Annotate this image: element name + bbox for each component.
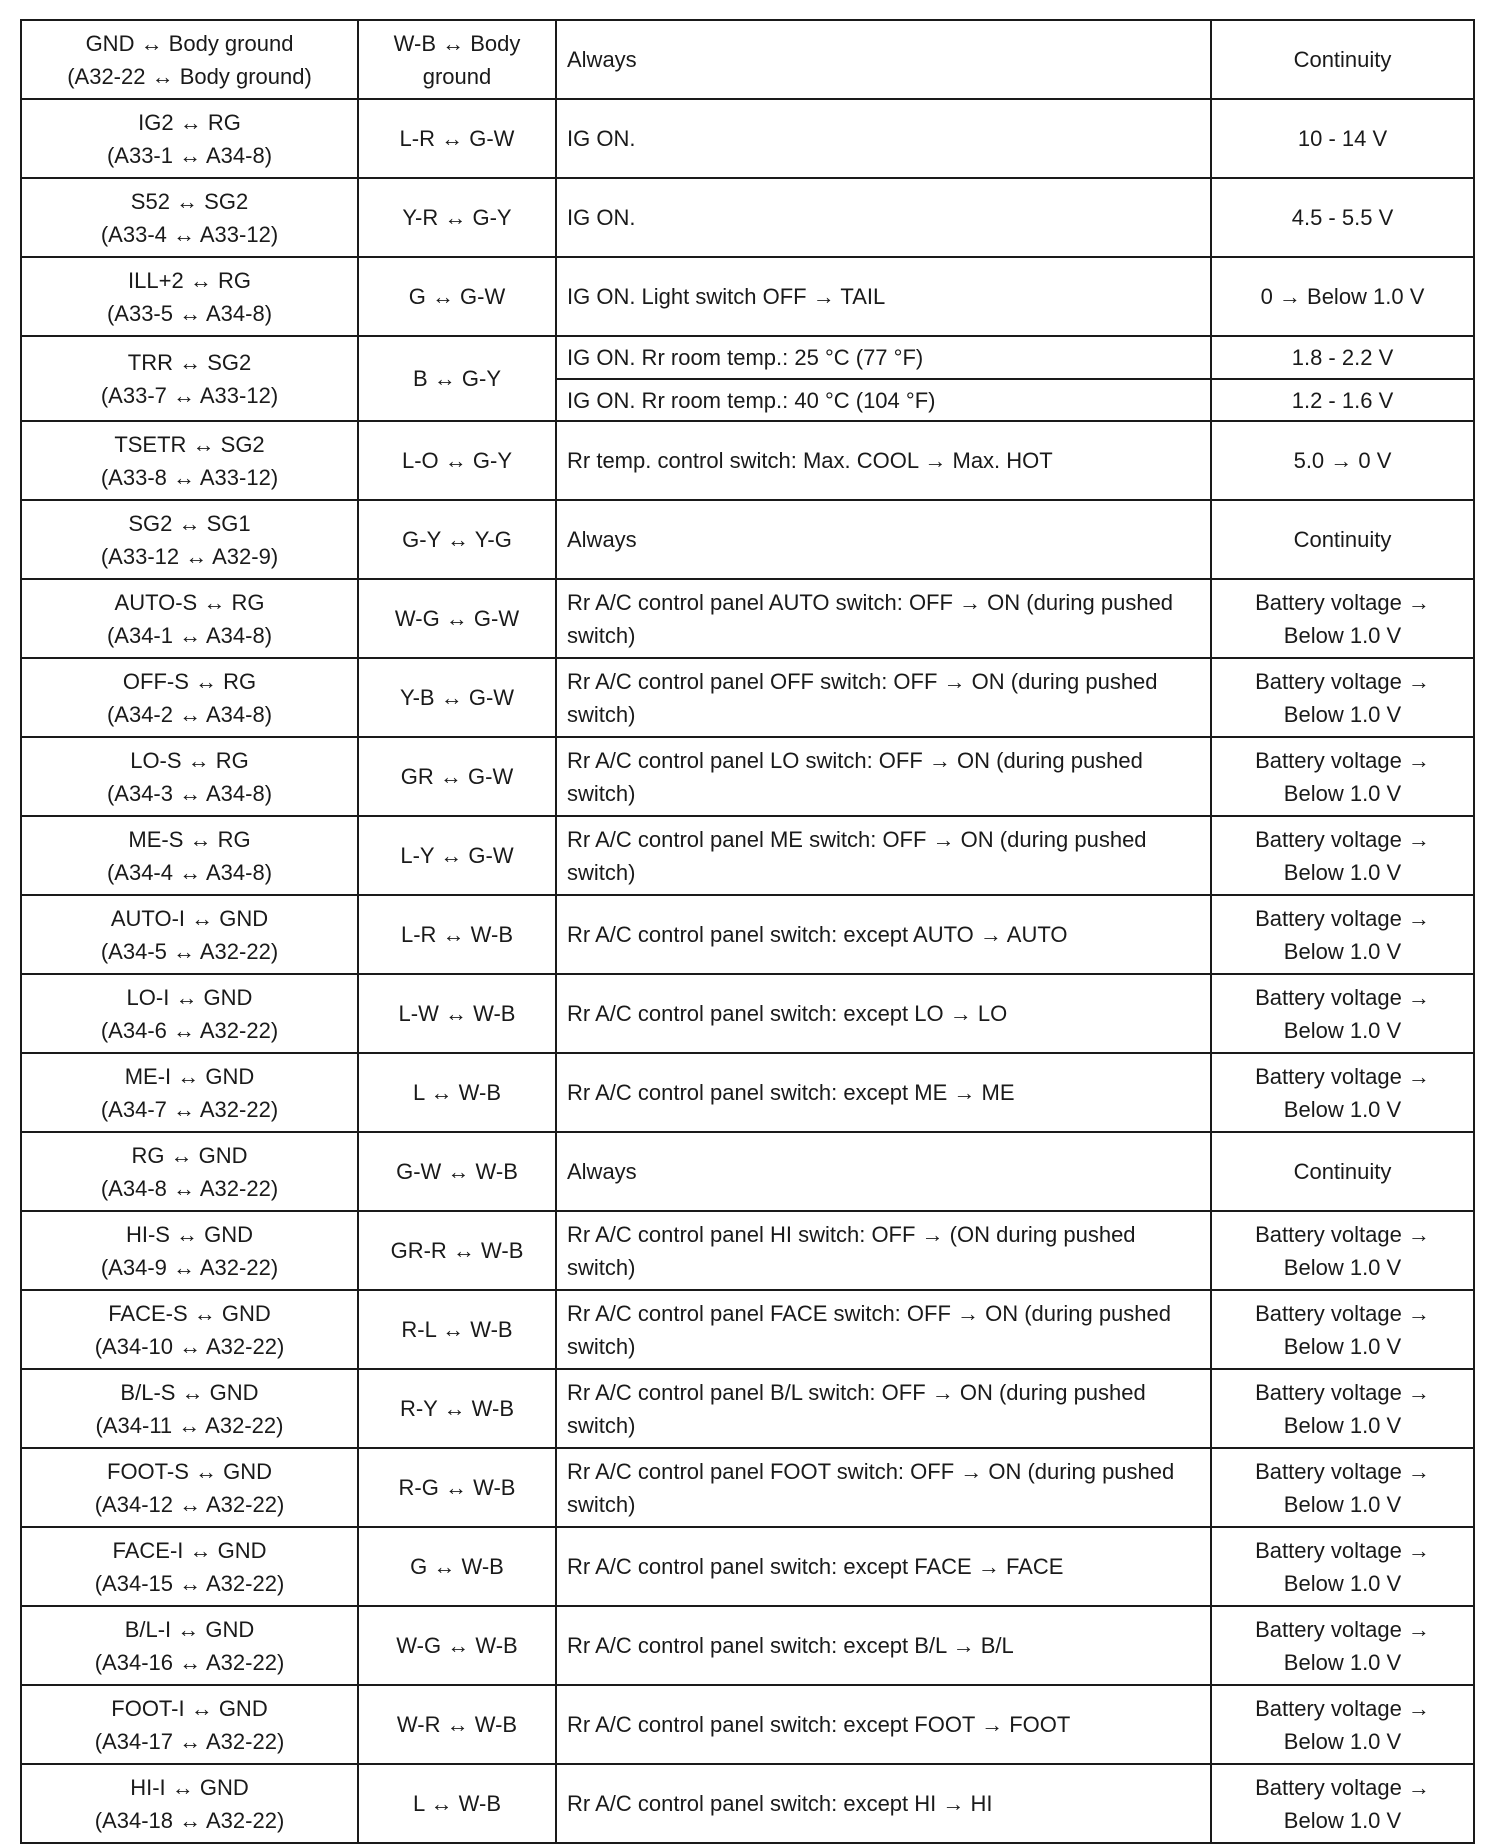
specified-value: Battery voltage → (1255, 1695, 1430, 1721)
wiring-color: G-Y ↔ Y-G (402, 527, 512, 552)
specified-value: Below 1.0 V (1283, 859, 1402, 885)
table-row (21, 1369, 1474, 1448)
condition-cell: Rr A/C control panel switch: except FACE → FACE (556, 1527, 1211, 1606)
condition-cell: Rr A/C control panel switch: except LO → LO (556, 974, 1211, 1053)
terminal-name: ILL+2 ↔ RG (128, 267, 251, 293)
specified-condition-cell (1211, 1685, 1474, 1764)
specified-condition-cell (1211, 1764, 1474, 1843)
terminal-name: HI-S ↔ GND (125, 1221, 254, 1247)
wiring-color: B ↔ G-Y (412, 366, 501, 391)
wiring-color: R-Y ↔ W-B (399, 1396, 515, 1421)
specified-value: Below 1.0 V (1283, 1649, 1402, 1675)
specified-value: 4.5 - 5.5 V (1291, 205, 1394, 230)
table-row (21, 336, 1474, 379)
terminal-name: B/L-I ↔ GND (124, 1616, 255, 1642)
specified-value: 0 → Below 1.0 V (1260, 284, 1425, 309)
wiring-color-cell (358, 1290, 556, 1369)
specified-condition-cell (1211, 178, 1474, 257)
terminal-cell (21, 20, 358, 99)
terminal-cell (21, 1527, 358, 1606)
wiring-color-cell (358, 20, 556, 99)
terminal-name: TRR ↔ SG2 (127, 349, 252, 375)
terminal-cell (21, 421, 358, 500)
specified-condition-cell (1211, 895, 1474, 974)
wiring-color-cell (358, 1685, 556, 1764)
wiring-color-cell (358, 579, 556, 658)
table-row (21, 1290, 1474, 1369)
condition-cell: Always (556, 20, 1211, 99)
specified-condition-cell (1211, 1132, 1474, 1211)
terminal-pins: (A33-5 ↔ A34-8) (106, 300, 273, 326)
terminal-cell (21, 1132, 358, 1211)
terminal-cell (21, 1606, 358, 1685)
terminal-inspection-table (20, 19, 1475, 1844)
terminal-pins: (A34-1 ↔ A34-8) (106, 622, 273, 648)
terminal-pins: (A33-8 ↔ A33-12) (100, 464, 279, 490)
specified-value: Battery voltage → (1255, 1300, 1430, 1326)
specified-value: Below 1.0 V (1283, 1728, 1402, 1754)
terminal-name: S52 ↔ SG2 (130, 188, 249, 214)
terminal-cell (21, 1290, 358, 1369)
terminal-pins: (A34-6 ↔ A32-22) (100, 1017, 279, 1043)
wiring-color: W-B ↔ Body (393, 30, 521, 56)
wiring-color-cell (358, 1132, 556, 1211)
wiring-color-cell (358, 816, 556, 895)
condition-cell: IG ON. (556, 99, 1211, 178)
terminal-name: ME-I ↔ GND (124, 1063, 255, 1089)
specified-condition-cell (1211, 257, 1474, 336)
wiring-color-cell (358, 895, 556, 974)
wiring-color-cell (358, 178, 556, 257)
wiring-color: R-L ↔ W-B (401, 1317, 513, 1342)
wiring-color: G ↔ G-W (408, 284, 506, 309)
specified-condition-cell (1211, 500, 1474, 579)
wiring-color: GR ↔ G-W (400, 764, 514, 789)
terminal-cell (21, 1053, 358, 1132)
table-row (21, 658, 1474, 737)
terminal-pins: (A34-3 ↔ A34-8) (106, 780, 273, 806)
table-row (21, 99, 1474, 178)
terminal-pins: (A33-4 ↔ A33-12) (100, 221, 279, 247)
wiring-color: GR-R ↔ W-B (390, 1238, 524, 1263)
terminal-name: AUTO-I ↔ GND (110, 905, 269, 931)
specified-value: 5.0 → 0 V (1293, 448, 1392, 473)
terminal-cell (21, 579, 358, 658)
specified-value: Battery voltage → (1255, 668, 1430, 694)
wiring-color: L-O ↔ G-Y (401, 448, 512, 473)
terminal-pins: (A34-9 ↔ A32-22) (100, 1254, 279, 1280)
table-row (21, 1132, 1474, 1211)
wiring-color-cell (358, 737, 556, 816)
wiring-color: G-W ↔ W-B (396, 1159, 518, 1184)
table-row (21, 1053, 1474, 1132)
terminal-cell (21, 816, 358, 895)
specified-condition-cell (1211, 336, 1474, 379)
condition-cell: Rr A/C control panel switch: except FOOT → FOOT (556, 1685, 1211, 1764)
specified-value: Battery voltage → (1255, 826, 1430, 852)
wiring-color-cell (358, 257, 556, 336)
specified-condition-cell (1211, 99, 1474, 178)
terminal-name: AUTO-S ↔ RG (114, 589, 265, 615)
specified-value: Below 1.0 V (1283, 1017, 1402, 1043)
specified-value: Continuity (1293, 527, 1392, 552)
condition-cell: IG ON. (556, 178, 1211, 257)
terminal-pins: (A34-11 ↔ A32-22) (95, 1412, 284, 1438)
specified-value: Below 1.0 V (1283, 701, 1402, 727)
wiring-color: W-G ↔ G-W (394, 606, 520, 631)
terminal-pins: (A33-12 ↔ A32-9) (100, 543, 279, 569)
specified-value: Below 1.0 V (1283, 622, 1402, 648)
condition-cell: Rr A/C control panel switch: except B/L → B/L (556, 1606, 1211, 1685)
specified-value: 1.8 - 2.2 V (1291, 345, 1394, 370)
terminal-pins: (A34-8 ↔ A32-22) (100, 1175, 279, 1201)
wiring-color: R-G ↔ W-B (398, 1475, 516, 1500)
table-row (21, 500, 1474, 579)
specified-value: Continuity (1293, 1159, 1392, 1184)
specified-value: 1.2 - 1.6 V (1291, 387, 1394, 413)
terminal-cell (21, 500, 358, 579)
table-row (21, 816, 1474, 895)
condition-cell: Rr A/C control panel B/L switch: OFF → ON (during pushed switch) (556, 1369, 1211, 1448)
specified-condition-cell (1211, 1053, 1474, 1132)
wiring-color-cell (358, 1211, 556, 1290)
table-row (21, 1211, 1474, 1290)
terminal-cell (21, 1211, 358, 1290)
condition-cell: Always (556, 500, 1211, 579)
condition-cell: Rr A/C control panel LO switch: OFF → ON (during pushed switch) (556, 737, 1211, 816)
condition-cell: Rr A/C control panel OFF switch: OFF → ON (during pushed switch) (556, 658, 1211, 737)
terminal-name: FOOT-S ↔ GND (107, 1458, 272, 1484)
wiring-color: ground (422, 63, 492, 89)
terminal-name: FACE-I ↔ GND (112, 1537, 267, 1563)
wiring-color: W-R ↔ W-B (396, 1712, 518, 1737)
specified-value: Below 1.0 V (1283, 1333, 1402, 1359)
specified-value: Battery voltage → (1255, 589, 1430, 615)
terminal-pins: (A34-16 ↔ A32-22) (94, 1649, 285, 1675)
terminal-name: LO-S ↔ RG (130, 747, 249, 773)
table-row (21, 895, 1474, 974)
terminal-cell (21, 895, 358, 974)
specified-condition-cell (1211, 658, 1474, 737)
specified-value: Below 1.0 V (1283, 938, 1402, 964)
terminal-pins: (A34-15 ↔ A32-22) (94, 1570, 285, 1596)
table-row (21, 974, 1474, 1053)
table-row (21, 1527, 1474, 1606)
wiring-color: L ↔ W-B (412, 1080, 501, 1105)
terminal-name: LO-I ↔ GND (126, 984, 253, 1010)
wiring-color-cell (358, 336, 556, 421)
condition-cell: IG ON. Light switch OFF → TAIL (556, 257, 1211, 336)
terminal-pins: (A34-17 ↔ A32-22) (94, 1728, 285, 1754)
condition-cell: Rr temp. control switch: Max. COOL → Max. HOT (556, 421, 1211, 500)
specified-condition-cell (1211, 737, 1474, 816)
specified-value: Battery voltage → (1255, 984, 1430, 1010)
terminal-cell (21, 737, 358, 816)
terminal-cell (21, 1369, 358, 1448)
wiring-color: G ↔ W-B (410, 1554, 504, 1579)
specified-value: Battery voltage → (1255, 1379, 1430, 1405)
terminal-name: FOOT-I ↔ GND (111, 1695, 268, 1721)
specified-value: Battery voltage → (1255, 905, 1430, 931)
terminal-cell (21, 1448, 358, 1527)
table-row (21, 737, 1474, 816)
terminal-cell (21, 1685, 358, 1764)
wiring-color: L-W ↔ W-B (398, 1001, 516, 1026)
specified-condition-cell (1211, 579, 1474, 658)
terminal-name: B/L-S ↔ GND (120, 1379, 259, 1405)
specified-value: Battery voltage → (1255, 1616, 1430, 1642)
specified-value: Below 1.0 V (1283, 1412, 1402, 1438)
wiring-color-cell (358, 1606, 556, 1685)
terminal-name: IG2 ↔ RG (138, 109, 241, 135)
table-row (21, 20, 1474, 99)
terminal-pins: (A34-4 ↔ A34-8) (106, 859, 273, 885)
specified-value: Below 1.0 V (1283, 1096, 1402, 1122)
terminal-name: TSETR ↔ SG2 (114, 431, 265, 457)
table-row (21, 1685, 1474, 1764)
terminal-pins: (A34-12 ↔ A32-22) (94, 1491, 285, 1517)
terminal-name: FACE-S ↔ GND (108, 1300, 271, 1326)
terminal-pins: (A34-10 ↔ A32-22) (94, 1333, 285, 1359)
condition-cell: Rr A/C control panel FOOT switch: OFF → ON (during pushed switch) (556, 1448, 1211, 1527)
specified-value: Battery voltage → (1255, 1458, 1430, 1484)
wiring-color: L-R ↔ W-B (400, 922, 514, 947)
condition-cell: Rr A/C control panel switch: except AUTO → AUTO (556, 895, 1211, 974)
wiring-color-cell (358, 974, 556, 1053)
terminal-pins: (A33-7 ↔ A33-12) (100, 382, 279, 408)
terminal-name: RG ↔ GND (131, 1142, 248, 1168)
wiring-color-cell (358, 1527, 556, 1606)
table-row (21, 421, 1474, 500)
specified-value: Below 1.0 V (1283, 1491, 1402, 1517)
specified-value: Below 1.0 V (1283, 1807, 1402, 1833)
specified-value: Below 1.0 V (1283, 1570, 1402, 1596)
specified-condition-cell (1211, 1369, 1474, 1448)
specified-condition-cell (1211, 974, 1474, 1053)
specified-condition-cell (1211, 1290, 1474, 1369)
table-row (21, 1606, 1474, 1685)
wiring-color: L-R ↔ G-W (399, 126, 515, 151)
terminal-cell (21, 336, 358, 421)
condition-cell: Rr A/C control panel FACE switch: OFF → ON (during pushed switch) (556, 1290, 1211, 1369)
wiring-color: L-Y ↔ G-W (400, 843, 514, 868)
terminal-name: SG2 ↔ SG1 (128, 510, 251, 536)
terminal-cell (21, 178, 358, 257)
specified-value: Battery voltage → (1255, 1774, 1430, 1800)
terminal-name: OFF-S ↔ RG (122, 668, 257, 694)
condition-cell: Rr A/C control panel ME switch: OFF → ON (during pushed switch) (556, 816, 1211, 895)
specified-condition-cell (1211, 20, 1474, 99)
wiring-color-cell (358, 658, 556, 737)
condition-cell: Rr A/C control panel switch: except HI → HI (556, 1764, 1211, 1843)
specified-condition-cell (1211, 1448, 1474, 1527)
wiring-color-cell (358, 1369, 556, 1448)
table-body (21, 20, 1474, 1843)
specified-condition-cell (1211, 421, 1474, 500)
terminal-pins: (A33-1 ↔ A34-8) (106, 142, 273, 168)
specified-value: Below 1.0 V (1283, 1254, 1402, 1280)
wiring-color: Y-R ↔ G-Y (402, 205, 512, 230)
condition-cell: Rr A/C control panel AUTO switch: OFF → ON (during pushed switch) (556, 579, 1211, 658)
terminal-name: GND ↔ Body ground (85, 30, 294, 56)
terminal-cell (21, 658, 358, 737)
specified-condition-cell (1211, 1527, 1474, 1606)
terminal-pins: (A34-2 ↔ A34-8) (106, 701, 273, 727)
condition-cell: Always (556, 1132, 1211, 1211)
table-row (21, 1764, 1474, 1843)
specified-condition-cell (1211, 379, 1474, 421)
terminal-pins: (A34-7 ↔ A32-22) (100, 1096, 279, 1122)
terminal-pins: (A32-22 ↔ Body ground) (67, 63, 312, 89)
table-row (21, 178, 1474, 257)
terminal-cell (21, 1764, 358, 1843)
wiring-color: Y-B ↔ G-W (399, 685, 515, 710)
terminal-pins: (A34-18 ↔ A32-22) (94, 1807, 285, 1833)
terminal-pins: (A34-5 ↔ A32-22) (100, 938, 279, 964)
specified-condition-cell (1211, 1606, 1474, 1685)
wiring-color-cell (358, 1764, 556, 1843)
wiring-color-cell (358, 500, 556, 579)
wiring-color: W-G ↔ W-B (396, 1633, 518, 1658)
wiring-color-cell (358, 421, 556, 500)
specified-value: Battery voltage → (1255, 1063, 1430, 1089)
specified-value: Battery voltage → (1255, 1221, 1430, 1247)
specified-value: Battery voltage → (1255, 747, 1430, 773)
condition-cell: IG ON. Rr room temp.: 40 °C (104 °F) (556, 379, 1211, 421)
terminal-name: ME-S ↔ RG (128, 826, 251, 852)
condition-cell: IG ON. Rr room temp.: 25 °C (77 °F) (556, 336, 1211, 379)
specified-value: Below 1.0 V (1283, 780, 1402, 806)
terminal-cell (21, 99, 358, 178)
wiring-color-cell (358, 1448, 556, 1527)
specified-condition-cell (1211, 816, 1474, 895)
terminal-cell (21, 974, 358, 1053)
condition-cell: Rr A/C control panel HI switch: OFF → (ON during pushed switch) (556, 1211, 1211, 1290)
wiring-color: L ↔ W-B (412, 1791, 501, 1816)
wiring-color-cell (358, 99, 556, 178)
terminal-cell (21, 257, 358, 336)
specified-value: Continuity (1293, 47, 1392, 72)
terminal-name: HI-I ↔ GND (130, 1774, 249, 1800)
table-row (21, 579, 1474, 658)
specified-condition-cell (1211, 1211, 1474, 1290)
specified-value: Battery voltage → (1255, 1537, 1430, 1563)
wiring-color-cell (358, 1053, 556, 1132)
specified-value: 10 - 14 V (1297, 126, 1388, 151)
table-row (21, 257, 1474, 336)
table-row (21, 1448, 1474, 1527)
condition-cell: Rr A/C control panel switch: except ME → ME (556, 1053, 1211, 1132)
